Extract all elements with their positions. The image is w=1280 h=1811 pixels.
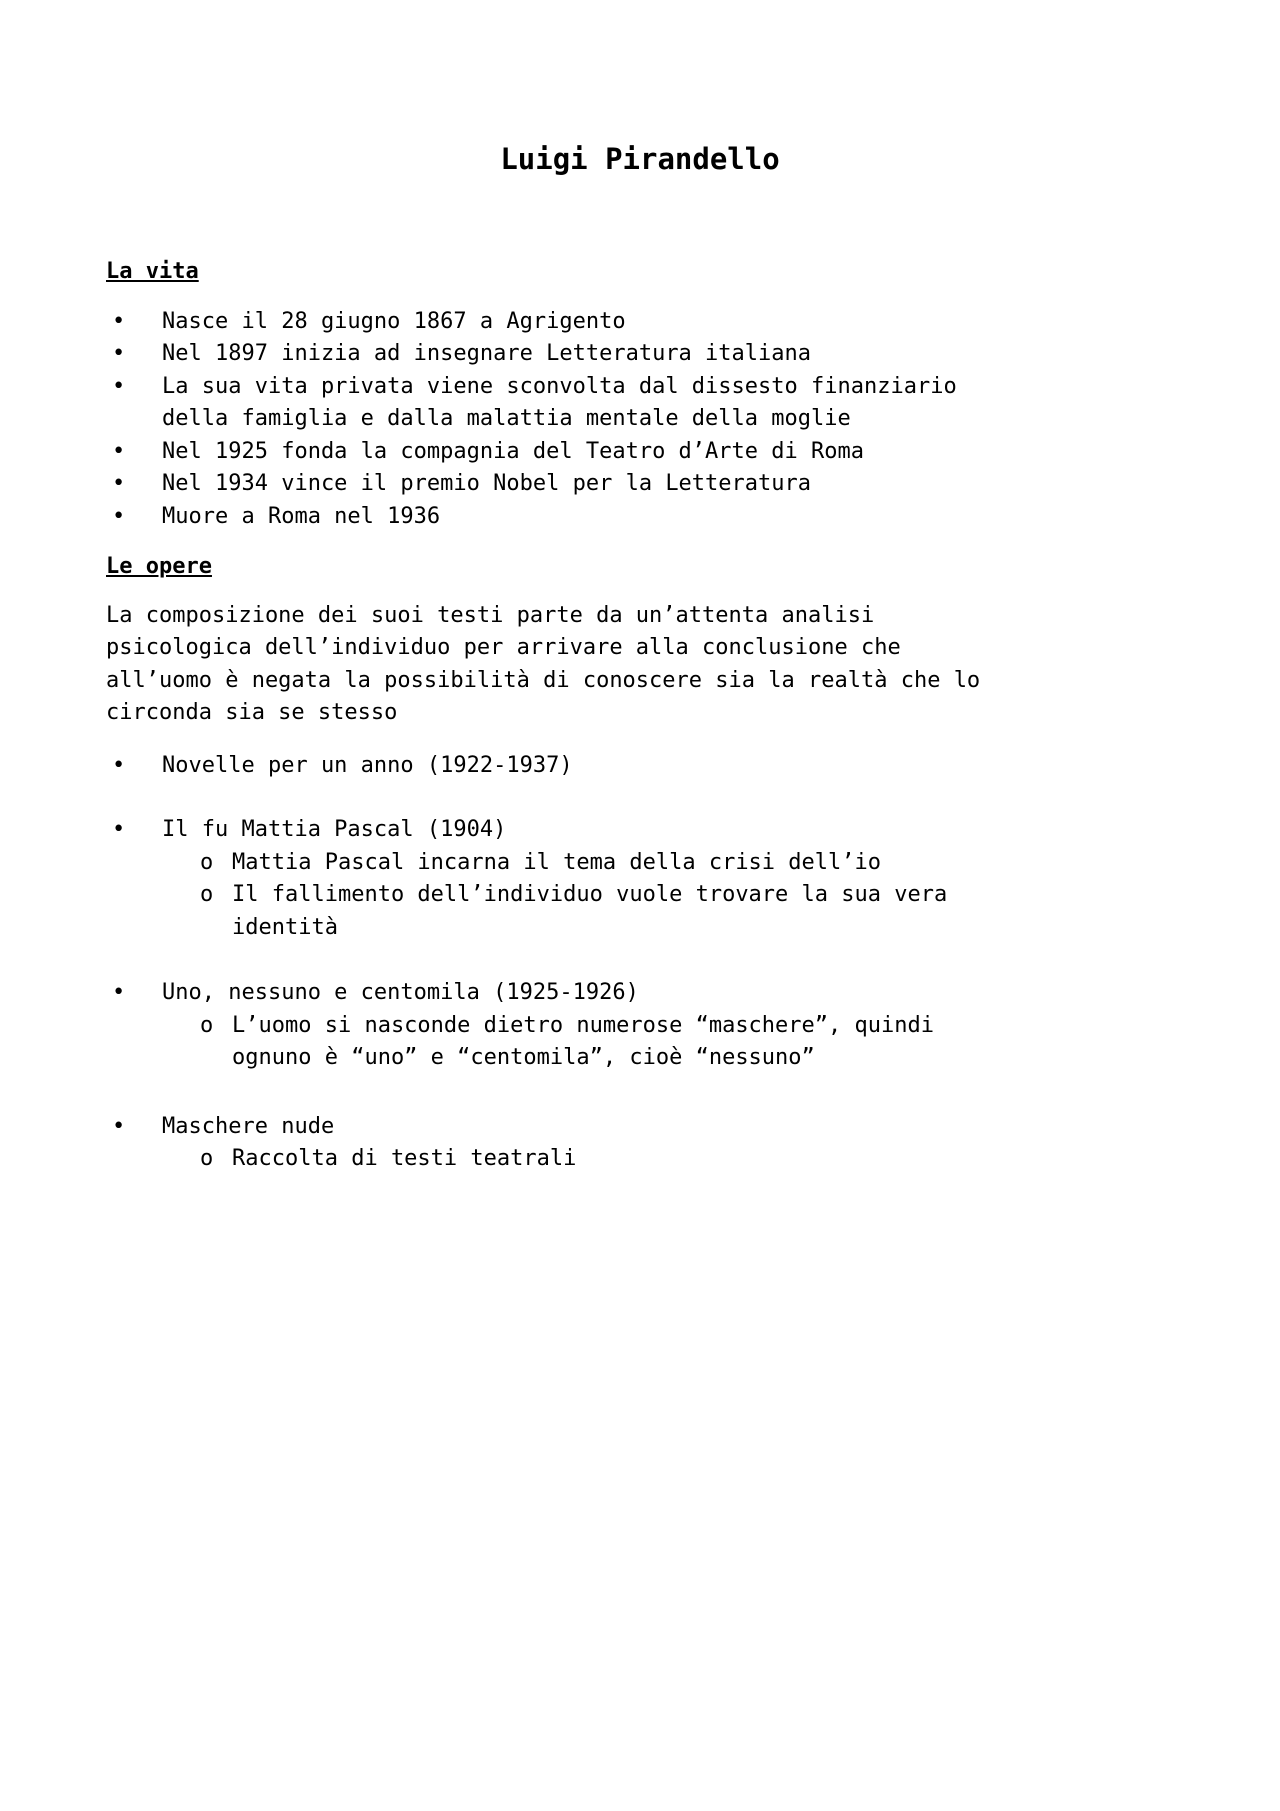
la-vita-list	[106, 306, 1174, 534]
bullet-icon: •	[112, 980, 126, 1005]
work-subitem	[106, 847, 987, 880]
list-item-text: Nel 1934 vince il premio Nobel per la Letteratura	[162, 471, 812, 496]
work-title: Maschere nude	[162, 1113, 335, 1139]
list-item-text: Nel 1897 inizia ad insegnare Letteratura italiana	[162, 341, 812, 366]
list-item	[106, 306, 994, 339]
bullet-icon: •	[112, 471, 126, 496]
list-item	[106, 436, 994, 469]
work-subitem	[106, 1010, 987, 1075]
work-title: Novelle per un anno (1922-1937)	[162, 752, 573, 778]
list-item	[106, 501, 994, 534]
section-heading-la-vita: La vita	[106, 259, 199, 284]
work-subitem	[106, 879, 987, 944]
bullet-icon: •	[112, 1113, 126, 1139]
work-group-mattia-pascal	[106, 814, 1174, 944]
work-subitem-text: L’uomo si nasconde dietro numerose “maschere”, quindi ognuno è “uno” e “centomila”, cioè “nessuno”	[232, 1012, 934, 1070]
bullet-icon: •	[112, 373, 126, 399]
section-heading-le-opere: Le opere	[106, 554, 212, 579]
work-subitem-text: Il fallimento dell’individuo vuole trovare la sua vera identità	[232, 882, 948, 940]
list-item-text: Nasce il 28 giugno 1867 a Agrigento	[162, 308, 626, 334]
work-group-uno-nessuno	[106, 977, 1174, 1075]
sub-bullet-icon: o	[200, 882, 214, 907]
bullet-icon: •	[112, 817, 126, 842]
work-group-maschere-nude	[106, 1111, 1174, 1176]
list-item-text: Muore a Roma nel 1936	[162, 503, 441, 529]
work-subitem-text: Raccolta di testi teatrali	[232, 1146, 577, 1171]
work-subitem	[106, 1143, 987, 1176]
work-title: Uno, nessuno e centomila (1925-1926)	[162, 980, 639, 1005]
sub-bullet-icon: o	[200, 849, 214, 875]
work-subitem-text: Mattia Pascal incarna il tema della crisi dell’io	[232, 849, 882, 875]
list-item	[106, 338, 994, 371]
work-item	[106, 750, 994, 783]
list-item-text: Nel 1925 fonda la compagnia del Teatro d’Arte di Roma	[162, 438, 864, 464]
bullet-icon: •	[112, 341, 126, 366]
sub-bullet-icon: o	[200, 1012, 214, 1038]
sub-bullet-icon: o	[200, 1146, 214, 1171]
bullet-icon: •	[112, 438, 126, 464]
work-item	[106, 1111, 994, 1144]
list-item	[106, 371, 994, 436]
document-body	[0, 256, 1280, 1176]
list-item-text: La sua vita privata viene sconvolta dal dissesto finanziario della famiglia e dalla malattia mentale della moglie	[162, 373, 957, 431]
work-group-novelle	[106, 750, 1174, 783]
work-item	[106, 814, 994, 847]
work-item	[106, 977, 994, 1010]
bullet-icon: •	[112, 752, 126, 778]
intro-paragraph: La composizione dei suoi testi parte da un’attenta analisi psicologica dell’individuo per arrivare alla conclusione che all’uomo è negata la possibilità di conoscere sia la realtà che lo circonda sia se stesso	[106, 602, 981, 725]
bullet-icon: •	[112, 503, 126, 529]
list-item	[106, 468, 994, 501]
work-title: Il fu Mattia Pascal (1904)	[162, 817, 507, 842]
page-title: Luigi Pirandello	[500, 142, 780, 176]
bullet-icon: •	[112, 308, 126, 334]
